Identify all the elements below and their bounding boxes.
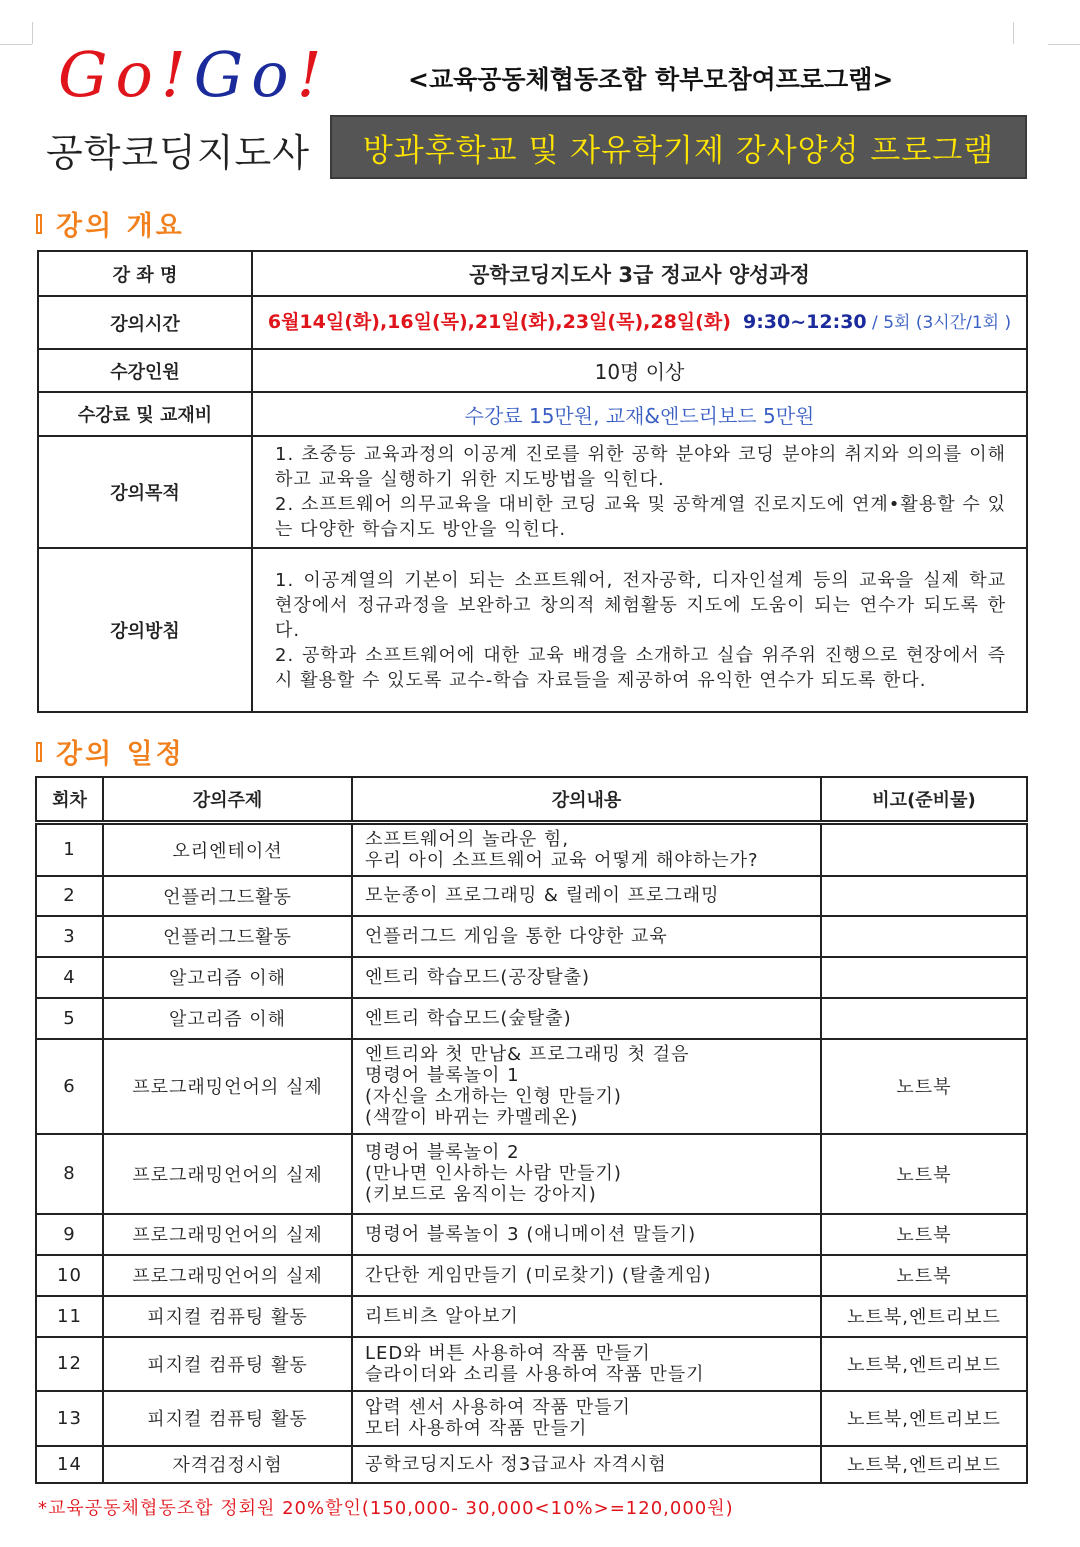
content-line: 간단한 게임만들기 (미로찾기) (탈출게임) — [365, 1264, 712, 1286]
session-content — [352, 1255, 821, 1296]
session-content — [352, 1337, 821, 1391]
purpose-line: 1. 초중등 교육과정의 이공계 진로를 위한 공학 분야와 코딩 분야의 취지와 의의를 이해하고 교육을 실행하기 위한 지도방법을 익힌다. — [275, 444, 1006, 490]
session-content — [352, 1134, 821, 1214]
section-marker — [36, 742, 42, 762]
session-topic: 피지컬 컴퓨팅 활동 — [103, 1296, 352, 1337]
session-number: 2 — [36, 876, 103, 916]
crop-mark — [1013, 22, 1036, 44]
session-content — [352, 1214, 821, 1255]
session-topic: 프로그래밍언어의 실제 — [103, 1255, 352, 1296]
session-materials — [821, 998, 1027, 1039]
purpose-label: 강의목적 — [38, 436, 252, 548]
capacity-value: 10명 이상 — [252, 349, 1027, 392]
session-topic: 피지컬 컴퓨팅 활동 — [103, 1391, 352, 1446]
content-line: 명령어 블록놀이 1 — [365, 1065, 520, 1086]
table-row — [36, 823, 1027, 876]
column-header: 강의내용 — [352, 777, 821, 823]
content-line: 압력 센서 사용하여 작품 만들기 — [365, 1397, 631, 1418]
table-row — [36, 1446, 1027, 1483]
table-row — [38, 548, 1027, 712]
table-row — [38, 392, 1027, 436]
purpose-text — [252, 436, 1027, 548]
time-hours: 9:30~12:30 — [742, 310, 867, 333]
content-line: 슬라이더와 소리를 사용하여 작품 만들기 — [365, 1363, 705, 1385]
column-header: 비고(준비물) — [821, 777, 1027, 823]
table-row — [38, 296, 1027, 349]
crop-mark — [0, 44, 32, 45]
session-topic: 프로그래밍언어의 실제 — [103, 1214, 352, 1255]
session-number: 8 — [36, 1134, 103, 1214]
session-content — [352, 916, 821, 957]
session-materials — [821, 823, 1027, 876]
crop-mark — [1048, 44, 1080, 45]
session-topic: 알고리즘 이해 — [103, 998, 352, 1039]
content-line: 명령어 블록놀이 2 — [365, 1142, 520, 1163]
time-dates: 6월14일(화),16일(목),21일(화),23일(목),28일(화) — [267, 310, 731, 333]
table-row — [36, 1391, 1027, 1446]
session-materials — [821, 876, 1027, 916]
table-row — [38, 349, 1027, 392]
session-content — [352, 1296, 821, 1337]
session-number: 4 — [36, 957, 103, 998]
session-number: 13 — [36, 1391, 103, 1446]
session-topic: 언플러그드활동 — [103, 916, 352, 957]
session-number: 11 — [36, 1296, 103, 1337]
crop-mark — [10, 22, 33, 44]
content-line: (키보드로 움직이는 강아지) — [365, 1184, 597, 1205]
gogo-logo: Go!Go! — [58, 38, 330, 111]
policy-line: 1. 이공계열의 기본이 되는 소프트웨어, 전자공학, 디자인설계 등의 교육을 실제 학교 현장에서 정규과정을 보완하고 창의적 체험활동 지도에 도움이 되는 연수가 되도록 한다. — [275, 569, 1006, 641]
table-row — [36, 1255, 1027, 1296]
session-content — [352, 823, 821, 876]
column-header: 강의주제 — [103, 777, 352, 823]
session-number: 10 — [36, 1255, 103, 1296]
table-row — [36, 1214, 1027, 1255]
content-line: (자신을 소개하는 인형 만들기) — [365, 1086, 622, 1107]
table-row — [36, 1039, 1027, 1134]
session-topic: 프로그래밍언어의 실제 — [103, 1134, 352, 1214]
content-line: (색깔이 바뀌는 카멜레온) — [365, 1107, 579, 1128]
session-materials: 노트북 — [821, 1039, 1027, 1134]
session-materials: 노트북 — [821, 1134, 1027, 1214]
content-line: (만나면 인사하는 사람 만들기) — [365, 1163, 622, 1184]
content-line: 엔트리 학습모드(공장탈출) — [365, 966, 591, 988]
course-label: 강 좌 명 — [38, 251, 252, 296]
column-header: 회차 — [36, 777, 103, 823]
session-topic: 자격검정시험 — [103, 1446, 352, 1483]
session-topic: 프로그래밍언어의 실제 — [103, 1039, 352, 1134]
table-row — [36, 957, 1027, 998]
policy-label: 강의방침 — [38, 548, 252, 712]
member-discount-note: *교육공동체협동조합 정회원 20%할인(150,000- 30,000<10%>=120,000원) — [38, 1498, 734, 1519]
schedule-body — [36, 823, 1027, 1483]
session-content — [352, 1039, 821, 1134]
session-number: 9 — [36, 1214, 103, 1255]
session-topic: 오리엔테이션 — [103, 823, 352, 876]
session-materials: 노트북,엔트리보드 — [821, 1391, 1027, 1446]
policy-line: 2. 공학과 소프트웨어에 대한 교육 배경을 소개하고 실습 위주위 진행으로 현장에서 즉시 활용할 수 있도록 교수-학습 자료들을 제공하여 유익한 연수가 되도록 한다. — [275, 644, 1006, 691]
program-banner — [330, 115, 1027, 179]
banner-text: 방과후학교 및 자유학기제 강사양성 프로그램 — [362, 132, 995, 169]
content-line: 모눈종이 프로그래밍 & 릴레이 프로그래밍 — [365, 885, 720, 906]
time-value — [252, 296, 1027, 349]
table-row — [36, 1337, 1027, 1391]
content-line: 엔트리와 첫 만남& 프로그래밍 첫 걸음 — [365, 1044, 690, 1065]
table-row — [38, 436, 1027, 548]
program-subtitle: 공학코딩지도사 — [46, 131, 310, 175]
session-materials: 노트북 — [821, 1255, 1027, 1296]
policy-text — [252, 548, 1027, 712]
session-topic: 언플러그드활동 — [103, 876, 352, 916]
time-label: 강의시간 — [38, 296, 252, 349]
content-line: 소프트웨어의 놀라운 힘, — [365, 828, 570, 850]
time-note: / 5회 (3시간/1회 ) — [866, 312, 1012, 333]
table-row — [36, 998, 1027, 1039]
content-line: 우리 아이 소프트웨어 교육 어떻게 해야하는가? — [365, 849, 759, 871]
session-number: 6 — [36, 1039, 103, 1134]
table-row — [36, 876, 1027, 916]
section-heading-schedule — [36, 732, 185, 771]
session-number: 1 — [36, 823, 103, 876]
table-row — [36, 1134, 1027, 1214]
session-content — [352, 1391, 821, 1446]
table-header-row — [36, 777, 1027, 823]
session-topic: 피지컬 컴퓨팅 활동 — [103, 1337, 352, 1391]
table-row — [38, 251, 1027, 296]
organization-title: <교육공동체협동조합 학부모참여프로그램> — [408, 65, 894, 94]
session-materials — [821, 957, 1027, 998]
session-materials — [821, 916, 1027, 957]
section-title: 강의 일정 — [56, 739, 185, 770]
session-content — [352, 957, 821, 998]
session-materials: 노트북,엔트리보드 — [821, 1446, 1027, 1483]
content-line: LED와 버튼 사용하여 작품 만들기 — [365, 1342, 651, 1364]
purpose-line: 2. 소프트웨어 의무교육을 대비한 코딩 교육 및 공학계열 진로지도에 연계•활용할 수 있는 다양한 학습지도 방안을 익힌다. — [275, 494, 1006, 540]
section-marker — [36, 214, 42, 234]
content-line: 리트비츠 알아보기 — [365, 1305, 519, 1327]
content-line: 모터 사용하여 작품 만들기 — [365, 1418, 588, 1439]
session-content — [352, 1446, 821, 1483]
fee-value: 수강료 15만원, 교재&엔드리보드 5만원 — [252, 392, 1027, 436]
session-materials: 노트북,엔트리보드 — [821, 1337, 1027, 1391]
session-number: 12 — [36, 1337, 103, 1391]
overview-table — [37, 250, 1028, 713]
session-number: 5 — [36, 998, 103, 1039]
session-content — [352, 876, 821, 916]
session-content — [352, 998, 821, 1039]
table-row — [36, 1296, 1027, 1337]
session-number: 3 — [36, 916, 103, 957]
fee-label: 수강료 및 교재비 — [38, 392, 252, 436]
table-row — [36, 916, 1027, 957]
content-line: 공학코딩지도사 정3급교사 자격시험 — [365, 1453, 667, 1475]
session-materials: 노트북 — [821, 1214, 1027, 1255]
section-heading-overview — [36, 204, 185, 243]
content-line: 엔트리 학습모드(숲탈출) — [365, 1007, 572, 1029]
content-line: 언플러그드 게임을 통한 다양한 교육 — [365, 925, 668, 947]
course-value: 공학코딩지도사 3급 정교사 양성과정 — [252, 251, 1027, 296]
capacity-label: 수강인원 — [38, 349, 252, 392]
section-title: 강의 개요 — [56, 211, 185, 242]
session-topic: 알고리즘 이해 — [103, 957, 352, 998]
session-number: 14 — [36, 1446, 103, 1483]
schedule-table — [35, 776, 1028, 1484]
content-line: 명령어 블록놀이 3 (애니메이션 말들기) — [365, 1223, 697, 1245]
session-materials: 노트북,엔트리보드 — [821, 1296, 1027, 1337]
